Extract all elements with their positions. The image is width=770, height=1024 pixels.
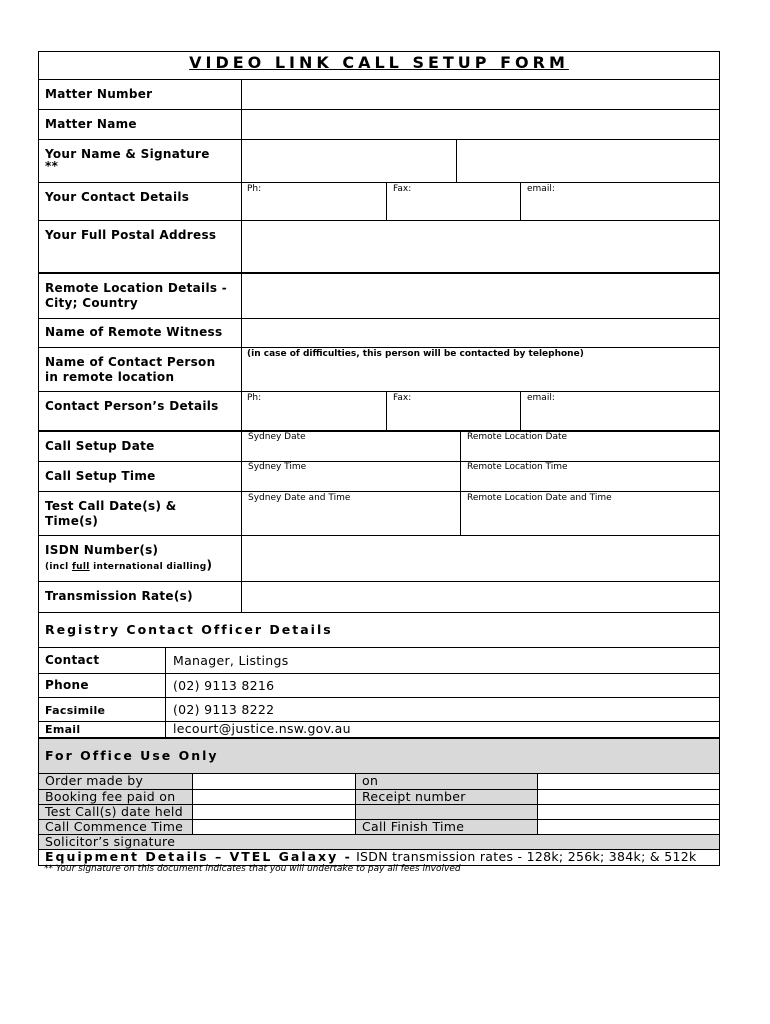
registry-phone-value: (02) 9113 8216 (173, 678, 275, 693)
remote-location-label: Remote Location Details - City; Country (45, 281, 228, 310)
contact-email-field[interactable] (521, 405, 719, 429)
contact-person-details-label: Contact Person’s Details (45, 399, 219, 413)
matter-name-label: Matter Name (45, 117, 137, 131)
sydney-date-label: Sydney Date (248, 432, 306, 442)
your-contact-label: Your Contact Details (45, 190, 190, 204)
test-calls-held-field[interactable] (193, 805, 355, 819)
matter-number-label: Matter Number (45, 87, 153, 101)
remote-date-time-label: Remote Location Date and Time (467, 493, 612, 503)
call-commence-label: Call Commence Time (45, 819, 184, 834)
remote-time-field[interactable] (461, 474, 719, 490)
your-phone-label: Ph: (247, 184, 262, 194)
sydney-time-label: Sydney Time (248, 462, 307, 472)
call-commence-field[interactable] (193, 820, 355, 834)
contact-fax-field[interactable] (387, 405, 520, 429)
test-calls-held-label: Test Call(s) date held (45, 804, 183, 819)
transmission-rate-label: Transmission Rate(s) (45, 589, 193, 603)
registry-fax-label: Facsimile (45, 704, 106, 717)
contact-phone-field[interactable] (242, 405, 386, 429)
your-signature-field[interactable] (457, 140, 719, 182)
remote-date-label: Remote Location Date (467, 432, 568, 442)
your-fax-label: Fax: (393, 184, 412, 194)
sydney-time-field[interactable] (242, 474, 460, 490)
sydney-date-time-label: Sydney Date and Time (248, 493, 351, 503)
postal-address-label: Your Full Postal Address (45, 228, 217, 242)
form-title: VIDEO LINK CALL SETUP FORM (189, 53, 569, 72)
remote-witness-label: Name of Remote Witness (45, 325, 223, 339)
contact-fax-label: Fax: (393, 393, 412, 403)
remote-location-field[interactable] (242, 274, 719, 318)
your-fax-field[interactable] (387, 196, 520, 219)
transmission-rate-field[interactable] (242, 582, 719, 612)
solicitor-signature-field[interactable] (193, 835, 719, 849)
remote-time-label: Remote Location Time (467, 462, 568, 472)
your-phone-field[interactable] (242, 196, 386, 219)
matter-number-field[interactable] (242, 80, 719, 109)
your-name-signature-label: Your Name & Signature ** (45, 147, 210, 173)
receipt-number-label: Receipt number (362, 789, 466, 804)
remote-date-time-field[interactable] (461, 505, 719, 534)
test-calls-extra-field[interactable] (538, 805, 719, 819)
contact-phone-label: Ph: (247, 393, 262, 403)
isdn-field[interactable] (242, 536, 719, 581)
registry-email-label: Email (45, 723, 81, 736)
call-finish-field[interactable] (538, 820, 719, 834)
on-field[interactable] (538, 774, 719, 789)
contact-person-note: (in case of difficulties, this person will be contacted by telephone) (247, 349, 584, 359)
registry-contact-value: Manager, Listings (173, 653, 289, 668)
postal-address-field[interactable] (242, 221, 719, 271)
your-name-field[interactable] (242, 140, 456, 182)
receipt-number-field[interactable] (538, 790, 719, 804)
matter-name-field[interactable] (242, 110, 719, 139)
registry-heading: Registry Contact Officer Details (45, 622, 333, 637)
call-setup-date-label: Call Setup Date (45, 439, 155, 453)
signature-footnote: ** Your signature on this document indicates that you will undertake to pay all fees involved (44, 864, 461, 874)
your-email-field[interactable] (521, 196, 719, 219)
contact-email-label: email: (527, 393, 555, 403)
order-made-by-label: Order made by (45, 773, 144, 788)
your-email-label: email: (527, 184, 555, 194)
sydney-date-time-field[interactable] (242, 505, 460, 534)
equipment-details: Equipment Details – VTEL Galaxy - ISDN transmission rates - 128k; 256k; 384k; & 512k (45, 849, 697, 864)
solicitor-signature-label: Solicitor’s signature (45, 834, 176, 849)
booking-fee-label: Booking fee paid on (45, 789, 176, 804)
sydney-date-field[interactable] (242, 444, 460, 460)
registry-fax-value: (02) 9113 8222 (173, 702, 275, 717)
on-label: on (362, 773, 379, 788)
contact-person-label: Name of Contact Person in remote location (45, 355, 216, 384)
registry-email-value[interactable]: lecourt@justice.nsw.gov.au (173, 721, 351, 736)
booking-fee-field[interactable] (193, 790, 355, 804)
call-setup-time-label: Call Setup Time (45, 469, 156, 483)
remote-date-field[interactable] (461, 444, 719, 460)
call-finish-label: Call Finish Time (362, 819, 465, 834)
registry-phone-label: Phone (45, 678, 89, 692)
office-heading: For Office Use Only (45, 748, 219, 763)
order-made-by-field[interactable] (193, 774, 355, 789)
remote-witness-field[interactable] (242, 319, 719, 347)
contact-person-field[interactable] (242, 362, 719, 390)
test-call-label: Test Call Date(s) & Time(s) (45, 499, 177, 528)
registry-contact-label: Contact (45, 653, 100, 667)
isdn-label: ISDN Number(s) (incl full international dialling) (45, 543, 213, 572)
